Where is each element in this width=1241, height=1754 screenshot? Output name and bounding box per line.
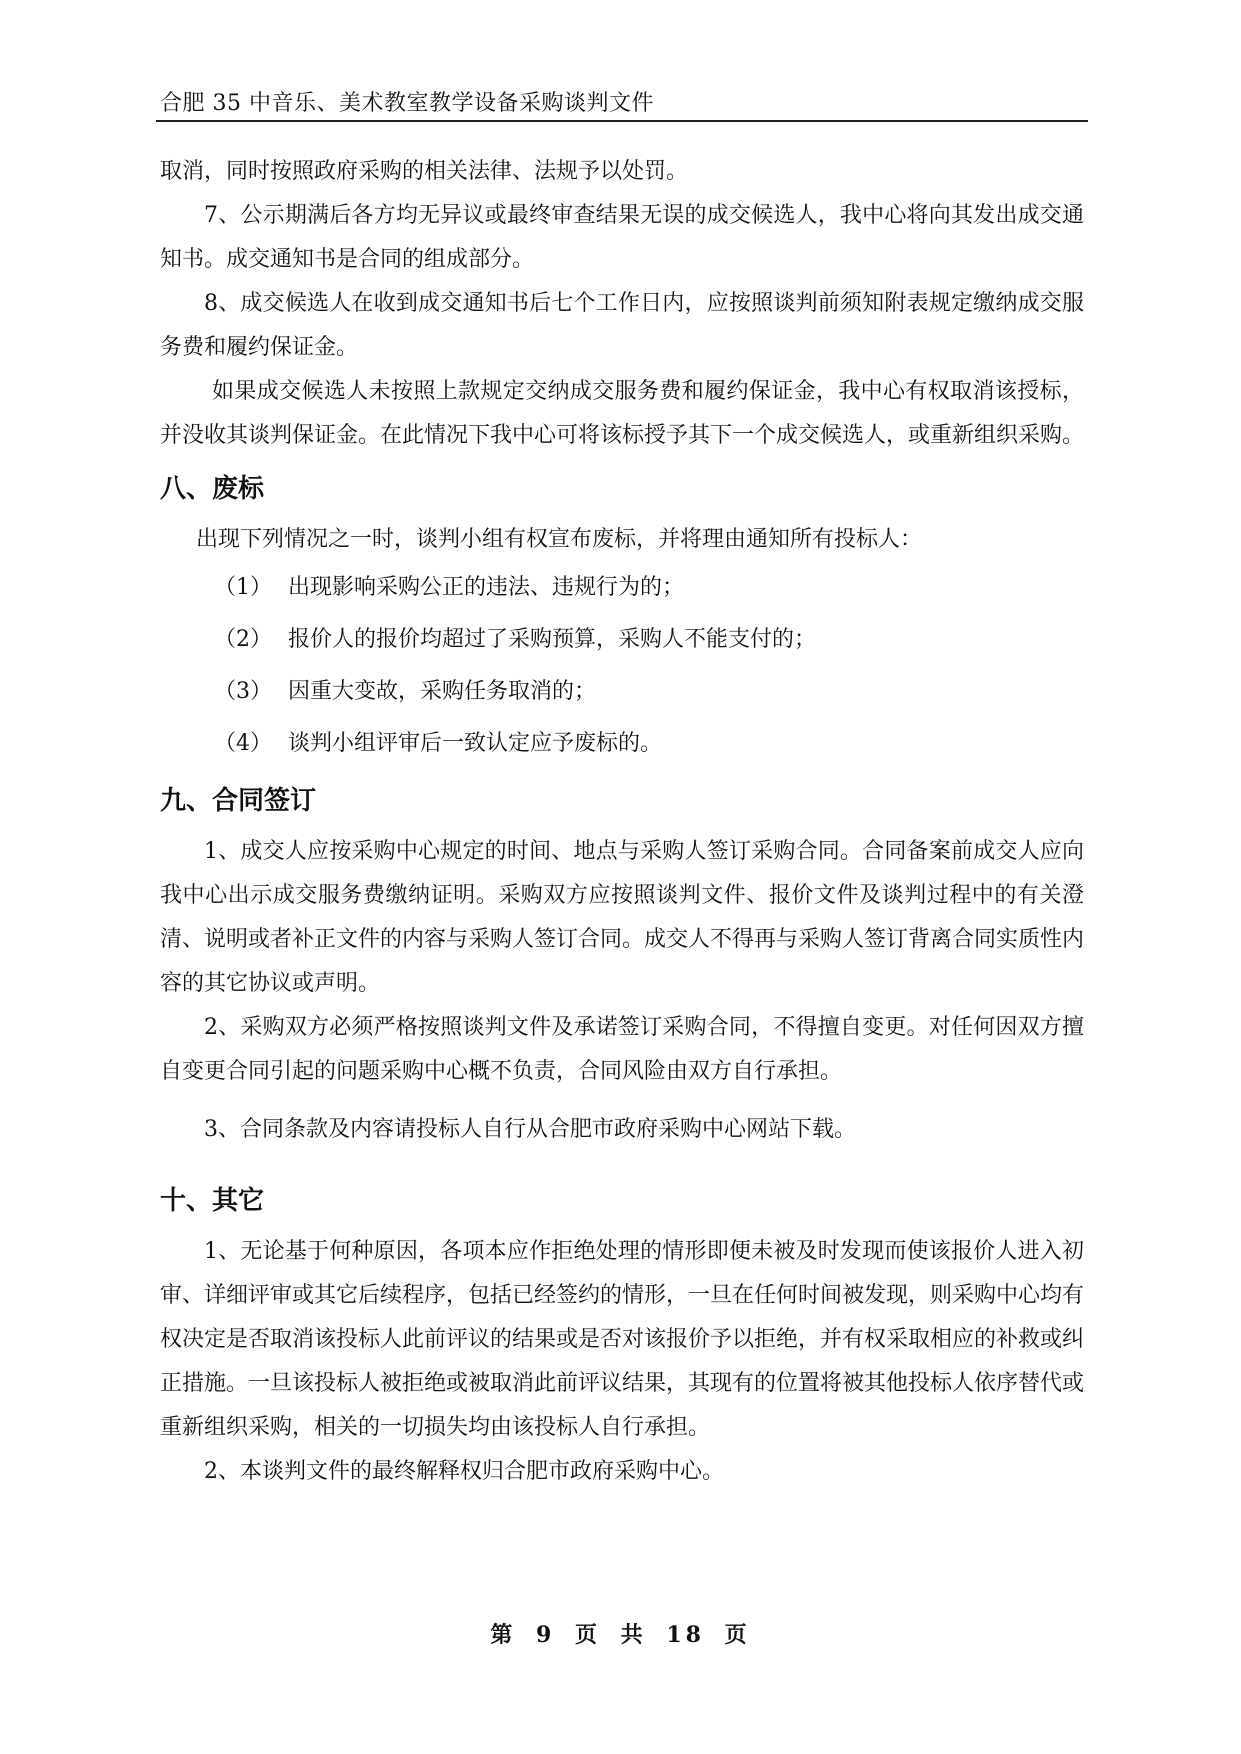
section-heading-9: 九、合同签订 (160, 786, 317, 816)
list-item (160, 562, 1084, 614)
list-item-number: （4） (214, 731, 272, 756)
paragraph-continuation: 取消，同时按照政府采购的相关法律、法规予以处罚。 (160, 159, 689, 184)
paragraph-item-8: 8、成交候选人在收到成交通知书后七个工作日内，应按照谈判前须知附表规定缴纳成交服务费和履约保证金。 (160, 291, 1084, 360)
list-item-text: 谈判小组评审后一致认定应予废标的。 (288, 731, 663, 756)
spacer (160, 1094, 1084, 1108)
list-item-text: 因重大变故，采购任务取消的； (288, 679, 597, 704)
section-9-paragraph-3: 3、合同条款及内容请投标人自行从合肥市政府采购中心网站下载。 (204, 1117, 856, 1142)
current-page-number: 9 (536, 1622, 556, 1648)
section-8-intro: 出现下列情况之一时，谈判小组有权宣布废标，并将理由通知所有投标人： (196, 527, 923, 552)
document-body (160, 150, 1084, 1494)
list-item (160, 666, 1084, 718)
footer-label-total: 共 (620, 1622, 647, 1648)
spacer (160, 1152, 1084, 1170)
document-header-title: 合肥 35 中音乐、美术教室教学设备采购谈判文件 (160, 91, 654, 116)
section-9-paragraph-1: 1、成交人应按采购中心规定的时间、地点与采购人签订采购合同。合同备案前成交人应向我中心出示成交服务费缴纳证明。采购双方应按照谈判文件、报价文件及谈判过程中的有关澄清、说明或者补正文件的内容与采购人签订合同。成交人不得再与采购人签订背离合同实质性内容的其它协议或声明。 (160, 839, 1085, 996)
page-number-footer (0, 1618, 1241, 1649)
section-heading-10: 十、其它 (160, 1186, 265, 1216)
list-item-text: 报价人的报价均超过了采购预算，采购人不能支付的； (288, 627, 817, 652)
section-9-paragraph-2: 2、采购双方必须严格按照谈判文件及承诺签订采购合同，不得擅自变更。对任何因双方擅自变更合同引起的问题采购中心概不负责，合同风险由双方自行承担。 (160, 1015, 1084, 1084)
list-item (160, 718, 1084, 770)
total-page-count: 18 (666, 1622, 705, 1648)
section-10-paragraph-1: 1、无论基于何种原因，各项本应作拒绝处理的情形即便未被及时发现而使该报价人进入初审、详细评审或其它后续程序，包括已经签约的情形，一旦在任何时间被发现，则采购中心均有权决定是否取消该投标人此前评议的结果或是否对该报价予以拒绝，并有权采取相应的补救或纠正措施。一旦该投标人被拒绝或被取消此前评议结果，其现有的位置将被其他投标人依序替代或重新组织采购，相关的一切损失均由该投标人自行承担。 (160, 1239, 1085, 1440)
section-10-paragraph-2: 2、本谈判文件的最终解释权归合肥市政府采购中心。 (204, 1459, 724, 1484)
paragraph-item-8-note: 如果成交候选人未按照上款规定交纳成交服务费和履约保证金，我中心有权取消该授标，并没收其谈判保证金。在此情况下我中心可将该标授予其下一个成交候选人，或重新组织采购。 (160, 379, 1085, 448)
section-8-list (160, 562, 1084, 770)
list-item-number: （2） (214, 627, 272, 652)
header-divider (156, 120, 1088, 122)
section-heading-8: 八、废标 (160, 474, 265, 504)
list-item-text: 出现影响采购公正的违法、违规行为的； (288, 575, 685, 600)
footer-label-page: 第 (490, 1622, 517, 1648)
footer-label-unit-2: 页 (724, 1622, 751, 1648)
list-item (160, 614, 1084, 666)
list-item-number: （3） (214, 679, 272, 704)
list-item-number: （1） (214, 575, 272, 600)
paragraph-item-7: 7、公示期满后各方均无异议或最终审查结果无误的成交候选人，我中心将向其发出成交通知书。成交通知书是合同的组成部分。 (160, 203, 1084, 272)
footer-label-unit: 页 (574, 1622, 601, 1648)
